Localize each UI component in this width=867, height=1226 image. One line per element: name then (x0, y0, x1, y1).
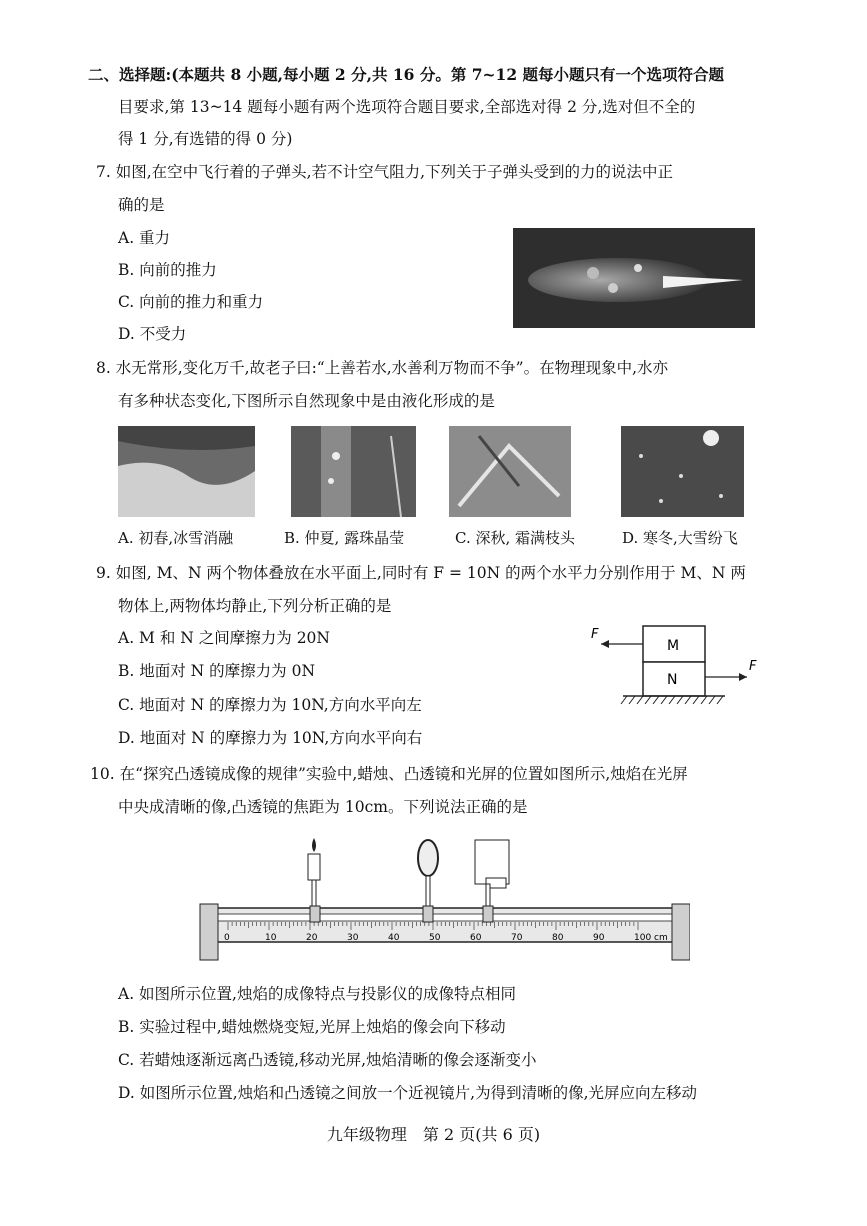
q7-stem-line-1: 7. 如图,在空中飞行着的子弹头,若不计空气阻力,下列关于子弹头受到的力的说法中正 (96, 163, 673, 181)
ruler-label: 50 (429, 933, 441, 943)
q10-stem-line-2: 中央成清晰的像,凸透镜的焦距为 10cm。下列说法正确的是 (118, 798, 528, 816)
q10-option-d: D. 如图所示位置,烛焰和凸透镜之间放一个近视镜片,为得到清晰的像,光屏应向左移动 (118, 1084, 698, 1102)
candle (308, 838, 320, 908)
stacked-blocks-figure (585, 622, 775, 712)
bench-end-right (672, 904, 690, 960)
q8-caption-a: A. 初春,冰雪消融 (118, 529, 234, 547)
label-m: M (667, 638, 680, 654)
q10-option-a: A. 如图所示位置,烛焰的成像特点与投影仪的成像特点相同 (118, 985, 516, 1003)
label-f-left: F (591, 627, 599, 642)
ruler-label: 80 (552, 933, 564, 943)
q7-option-d: D. 不受力 (118, 325, 187, 343)
bullet-photo (513, 228, 755, 328)
q8-stem-line-2: 有多种状态变化,下图所示自然现象中是由液化形成的是 (118, 392, 495, 410)
convex-lens (418, 840, 438, 908)
q10-stem-line-1: 10. 在“探究凸透镜成像的规律”实验中,蜡烛、凸透镜和光屏的位置如图所示,烛焰在光屏 (90, 765, 688, 783)
frost-photo (449, 426, 571, 517)
section-header-line-1: 二、选择题:(本题共 8 小题,每小题 2 分,共 16 分。第 7~12 题每小题只有一个选项符合题 (88, 65, 725, 84)
ruler-label: 40 (388, 933, 400, 943)
q7-option-b: B. 向前的推力 (118, 261, 217, 279)
ruler-label: 60 (470, 933, 482, 943)
q8-caption-b: B. 仲夏, 露珠晶莹 (284, 529, 405, 547)
ruler-label: 10 (265, 933, 277, 943)
q10-option-b: B. 实验过程中,蜡烛燃烧变短,光屏上烛焰的像会向下移动 (118, 1018, 506, 1036)
ruler-label: 90 (593, 933, 605, 943)
q9-option-a: A. M 和 N 之间摩擦力为 20N (118, 629, 330, 647)
ruler-label: 30 (347, 933, 359, 943)
optical-bench-figure (190, 832, 690, 972)
label-f-right: F (749, 659, 757, 674)
dew-photo (291, 426, 416, 517)
q8-caption-d: D. 寒冬,大雪纷飞 (622, 529, 738, 547)
q8-stem-line-1: 8. 水无常形,变化万千,故老子曰:“上善若水,水善利万物而不争”。在物理现象中,水亦 (96, 359, 668, 377)
ground-hatching (621, 696, 723, 704)
q7-option-c: C. 向前的推力和重力 (118, 293, 264, 311)
q7-stem-line-2: 确的是 (118, 196, 165, 214)
q9-stem-line-2: 物体上,两物体均静止,下列分析正确的是 (118, 597, 392, 615)
label-n: N (667, 672, 678, 688)
q7-option-a: A. 重力 (118, 229, 171, 247)
ruler-label: 0 (224, 933, 230, 943)
q9-option-c: C. 地面对 N 的摩擦力为 10N,方向水平向左 (118, 696, 422, 714)
q9-option-d: D. 地面对 N 的摩擦力为 10N,方向水平向右 (118, 729, 423, 747)
q8-caption-c: C. 深秋, 霜满枝头 (455, 529, 576, 547)
light-screen (475, 840, 509, 908)
ruler-label: 70 (511, 933, 523, 943)
section-header-line-3: 得 1 分,有选错的得 0 分) (118, 130, 293, 148)
page-footer: 九年级物理 第 2 页(共 6 页) (326, 1125, 541, 1144)
ruler-label: 20 (306, 933, 318, 943)
ruler-label: 100 cm (634, 933, 668, 943)
bench-end-left (200, 904, 218, 960)
q9-option-b: B. 地面对 N 的摩擦力为 0N (118, 662, 316, 680)
melting-snow-photo (118, 426, 255, 517)
q9-stem-line-1: 9. 如图, M、N 两个物体叠放在水平面上,同时有 F = 10N 的两个水平力分别作用于 M、N 两 (96, 564, 746, 582)
snow-photo (621, 426, 744, 517)
section-header-line-2: 目要求,第 13~14 题每小题有两个选项符合题目要求,全部选对得 2 分,选对但不全的 (118, 98, 696, 116)
q10-option-c: C. 若蜡烛逐渐远离凸透镜,移动光屏,烛焰清晰的像会逐渐变小 (118, 1051, 537, 1069)
